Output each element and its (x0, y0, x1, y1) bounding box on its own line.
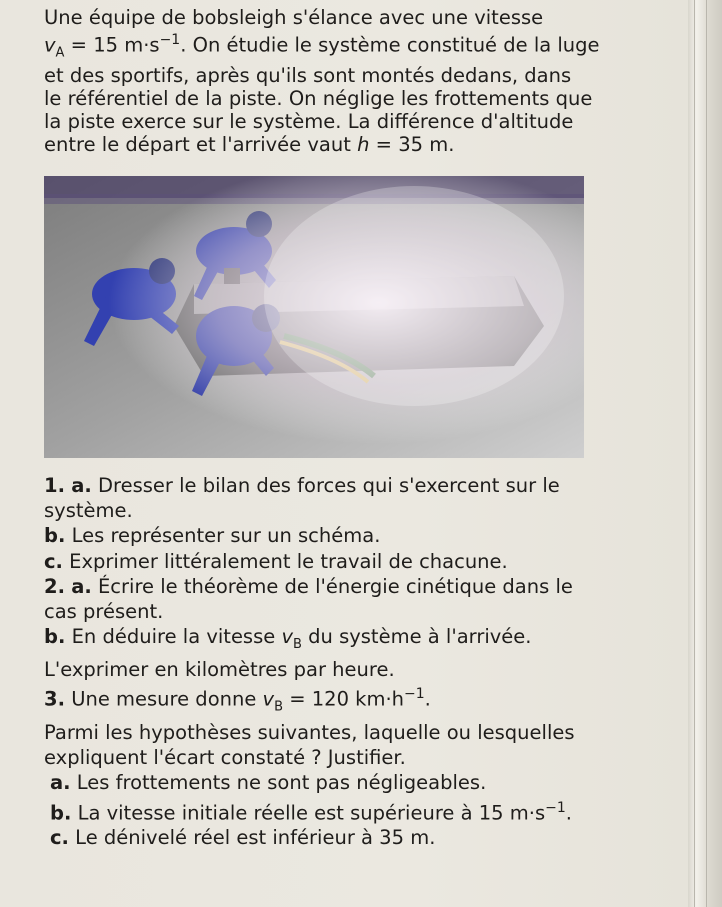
intro-line-5: la piste exerce sur le système. La différence d'altitude (44, 110, 574, 134)
question-3-prompt-2: expliquent l'écart constaté ? Justifier. (44, 746, 406, 770)
intro-line-4: le référentiel de la piste. On néglige les frottements que (44, 87, 593, 111)
question-1a: 1. a. Dresser le bilan des forces qui s'exercent sur le (44, 474, 560, 497)
hypothesis-b: b. La vitesse initiale réelle est supérieure à 15 $m\cdot s^{-1}$. (50, 799, 572, 825)
question-3-prompt-1: Parmi les hypothèses suivantes, laquelle ou lesquelles (44, 720, 575, 744)
intro-line-3: et des sportifs, après qu'ils sont montés dedans, dans (44, 64, 572, 88)
question-2a: 2. a. Écrire le théorème de l'énergie cinétique dans le (44, 574, 573, 598)
intro-line-6: entre le départ et l'arrivée vaut h = 35 m. (44, 133, 455, 157)
question-1b: b. Les représenter sur un schéma. (44, 524, 381, 548)
question-3: 3. Une mesure donne $v_B = 120$ $km\cdot h^{-1}$. (44, 686, 431, 715)
intro-line-2: $v_A = 15$ $m\cdot s^{-1}$. On étudie le système constitué de la luge (44, 32, 600, 61)
question-1a-cont: système. (44, 499, 133, 523)
page-edge (688, 0, 722, 907)
questions-block (44, 474, 684, 851)
question-2b-cont: L'exprimer en kilomètres par heure. (44, 658, 395, 682)
bobsleigh-illustration (44, 176, 584, 458)
intro-paragraph (44, 6, 684, 156)
question-1c: c. Exprimer littéralement le travail de chacune. (44, 549, 508, 573)
question-2b: b. En déduire la vitesse $v_B$ du système à l'arrivée. (44, 625, 532, 653)
hypothesis-c: c. Le dénivelé réel est inférieur à 35 m. (50, 826, 436, 850)
intro-line-1: Une équipe de bobsleigh s'élance avec une vitesse (44, 6, 544, 29)
bobsleigh-photo (44, 176, 584, 458)
hypothesis-a: a. Les frottements ne sont pas négligeables. (50, 771, 487, 795)
question-2a-cont: cas présent. (44, 599, 164, 623)
